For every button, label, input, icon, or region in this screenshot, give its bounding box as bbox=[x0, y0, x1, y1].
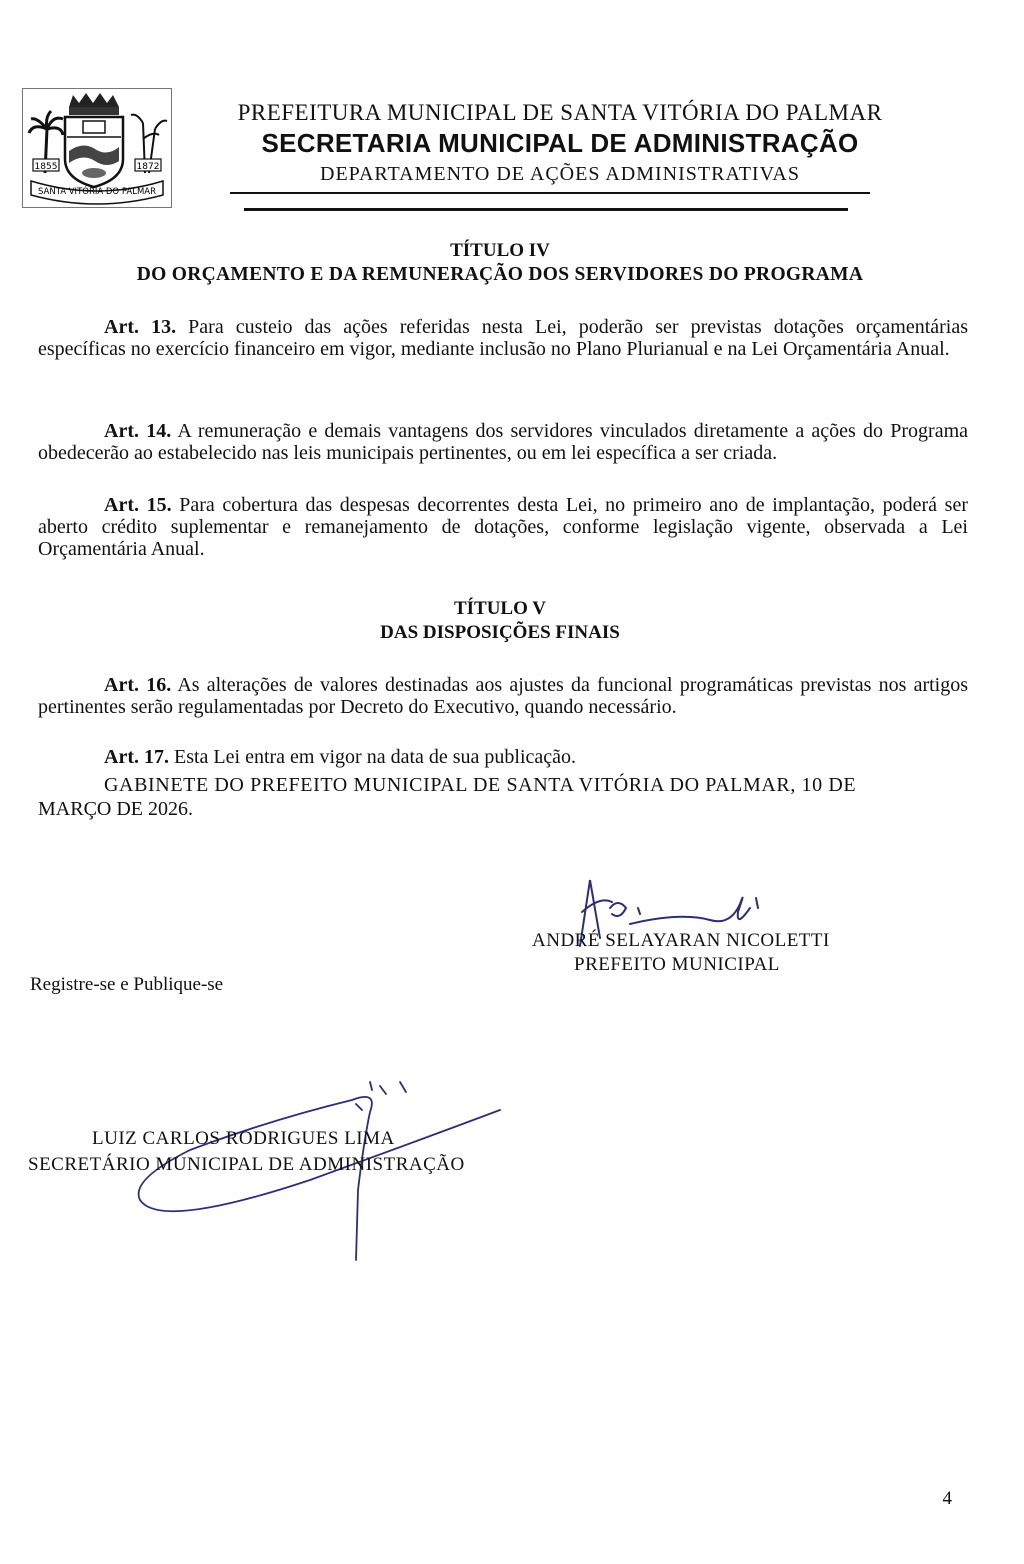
article-14 bbox=[38, 420, 968, 464]
article-15-text: Para cobertura das despesas decorrentes desta Lei, no primeiro ano de implantação, poderá ser aberto crédito suplementar e remanejamento de dotações, conforme legislação vigente, observada a Lei Orçamentária Anual. bbox=[38, 494, 969, 560]
municipal-crest-logo bbox=[22, 88, 172, 208]
header-prefeitura: PREFEITURA MUNICIPAL DE SANTA VITÓRIA DO PALMAR bbox=[237, 100, 883, 125]
header-secretaria: SECRETARIA MUNICIPAL DE ADMINISTRAÇÃO bbox=[261, 128, 859, 158]
crest-ribbon-text: SANTA VITÓRIA DO PALMAR bbox=[37, 187, 157, 197]
article-14-label: Art. 14. bbox=[104, 420, 172, 442]
article-15 bbox=[38, 494, 968, 560]
prefeito-role: PREFEITO MUNICIPAL bbox=[574, 954, 780, 975]
gabinete-line-1: GABINETE DO PREFEITO MUNICIPAL DE SANTA VITÓRIA DO PALMAR, 10 DE bbox=[104, 774, 857, 796]
article-13-text: Para custeio das ações referidas nesta Lei, poderão ser previstas dotações orçamentárias específicas no exercício financeiro em vigor, mediante inclusão no Plano Plurianual e na Lei Orçamentária Anual. bbox=[38, 316, 969, 360]
page-number: 4 bbox=[942, 1488, 952, 1509]
titulo-v-subtitle: DAS DISPOSIÇÕES FINAIS bbox=[380, 622, 620, 643]
article-17 bbox=[38, 746, 968, 768]
article-17-label: Art. 17. bbox=[104, 746, 169, 768]
titulo-iv-label: TÍTULO IV bbox=[450, 240, 550, 261]
registre-publique: Registre-se e Publique-se bbox=[30, 974, 224, 995]
secretario-name: LUIZ CARLOS RODRIGUES LIMA bbox=[92, 1128, 395, 1149]
article-16 bbox=[38, 674, 968, 718]
article-15-label: Art. 15. bbox=[104, 494, 172, 516]
crest-graphic bbox=[23, 89, 171, 207]
titulo-v-label: TÍTULO V bbox=[453, 598, 547, 619]
gabinete-line-2: MARÇO DE 2026. bbox=[38, 798, 194, 820]
article-13-label: Art. 13. bbox=[104, 316, 177, 338]
article-17-text: Esta Lei entra em vigor na data de sua publicação. bbox=[173, 746, 577, 768]
crest-year-right: 1872 bbox=[136, 162, 160, 172]
article-16-label: Art. 16. bbox=[104, 674, 172, 696]
secretario-role: SECRETÁRIO MUNICIPAL DE ADMINISTRAÇÃO bbox=[28, 1154, 465, 1175]
crest-year-left: 1855 bbox=[34, 162, 58, 172]
titulo-iv-subtitle: DO ORÇAMENTO E DA REMUNERAÇÃO DOS SERVIDORES DO PROGRAMA bbox=[136, 264, 864, 285]
header-departamento: DEPARTAMENTO DE AÇÕES ADMINISTRATIVAS bbox=[320, 163, 800, 185]
prefeito-name: ANDRÉ SELAYARAN NICOLETTI bbox=[532, 930, 830, 951]
article-14-text: A remuneração e demais vantagens dos servidores vinculados diretamente a ações do Programa obedecerão ao estabelecido nas leis municipais pertinentes, ou em lei específica a ser criada. bbox=[38, 420, 969, 464]
article-16-text: As alterações de valores destinadas aos ajustes da funcional programáticas previstas nos artigos pertinentes serão regulamentadas por Decreto do Executivo, quando necessário. bbox=[38, 674, 969, 718]
header-divider-bottom bbox=[244, 208, 848, 211]
header-divider-top bbox=[230, 192, 870, 194]
article-13 bbox=[38, 316, 968, 360]
